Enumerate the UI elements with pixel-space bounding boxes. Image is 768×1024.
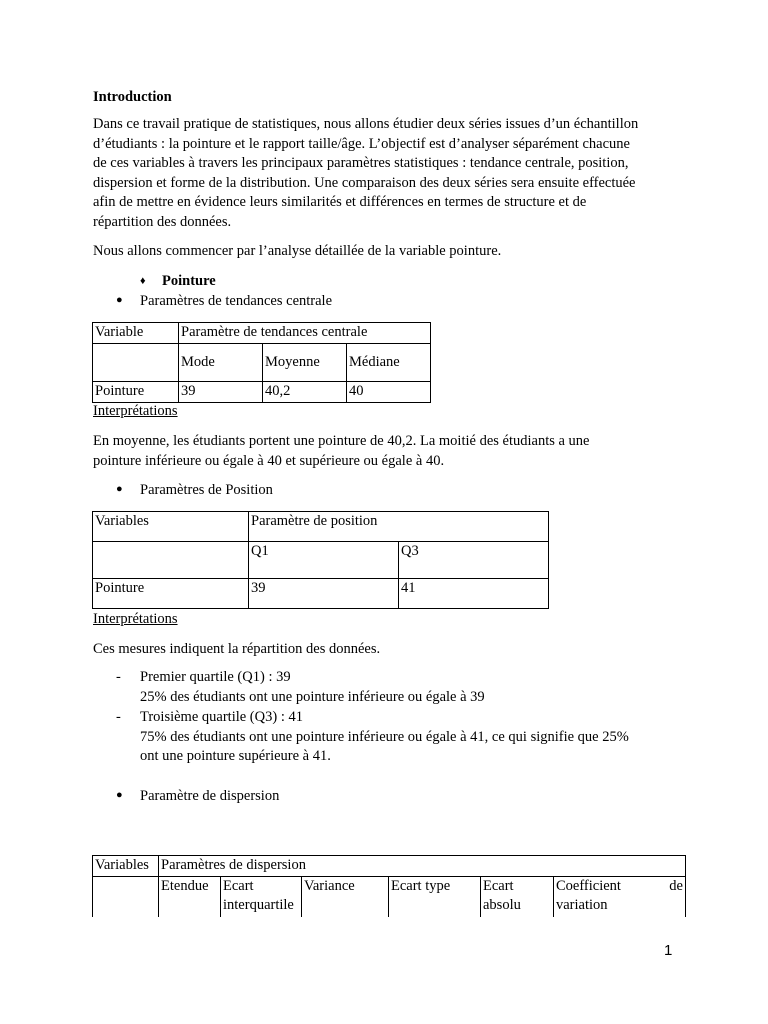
- page-number: 1: [664, 942, 673, 959]
- list-item: [140, 708, 674, 767]
- list-item-text: 75% des étudiants ont une pointure inférieure ou égale à 41, ce qui signifie que 25%: [140, 728, 629, 745]
- position-interpretations-label: Interprétations: [93, 611, 178, 627]
- dispersion-table-clip: [92, 855, 686, 917]
- intro-line: dispersion et forme de la distribution. Une comparaison des deux séries sera ensuite effectuée: [93, 174, 636, 191]
- tendance-table: [92, 322, 431, 403]
- tendance-interpretation: [93, 432, 673, 471]
- table-subheader-cell: Moyenne: [263, 344, 347, 382]
- table-header-cell: Variables: [93, 512, 249, 542]
- table-subheader-cell: Coefficient de variation: [554, 877, 686, 918]
- table-header-cell: Variable: [93, 323, 179, 344]
- table-subheader-cell: Q1: [249, 542, 399, 579]
- list-item-title: Troisième quartile (Q3) : 41: [140, 709, 303, 725]
- table-group-header: Paramètres de dispersion: [159, 856, 686, 877]
- tendance-bullet-label: Paramètres de tendances centrale: [140, 293, 333, 309]
- table-subheader-cell: Mode: [179, 344, 263, 382]
- position-intro: Ces mesures indiquent la répartition des données.: [93, 641, 381, 657]
- intro-paragraph: [93, 115, 673, 233]
- interp-line: En moyenne, les étudiants portent une pointure de 40,2. La moitié des étudiants a une: [93, 433, 590, 449]
- table-cell: 40: [347, 382, 431, 403]
- table-cell: [93, 542, 249, 579]
- intro-line: afin de mettre en évidence leurs similarités et différences en termes de structure et de: [93, 194, 587, 211]
- table-row-label: Pointure: [93, 579, 249, 609]
- bullet-icon: ●: [116, 294, 123, 306]
- section-title: Pointure: [162, 273, 216, 289]
- intro-line: d’étudiants : la pointure et le rapport taille/âge. L’objectif est d’analyser séparément chacune: [93, 135, 630, 152]
- interp-line: pointure inférieure ou égale à 40 et supérieure ou égale à 40.: [93, 452, 445, 469]
- table-subheader-cell: Ecart interquartile: [221, 877, 302, 918]
- table-cell: 39: [249, 579, 399, 609]
- diamond-bullet-icon: ♦: [140, 275, 146, 287]
- table-cell: 40,2: [263, 382, 347, 403]
- table-subheader-cell: Ecart type: [389, 877, 481, 918]
- table-group-header: Paramètre de position: [249, 512, 549, 542]
- table-row-label: Pointure: [93, 382, 179, 403]
- intro-line: de ces variables à travers les principaux paramètres statistiques : tendance centrale, position,: [93, 155, 629, 172]
- table-cell: 41: [399, 579, 549, 609]
- position-table: [92, 511, 549, 609]
- table-cell: [93, 344, 179, 382]
- table-header-cell: Variables: [93, 856, 159, 877]
- intro-line: Dans ce travail pratique de statistiques, nous allons étudier deux séries issues d’un échantillon: [93, 116, 639, 132]
- table-group-header: Paramètre de tendances centrale: [179, 323, 431, 344]
- tendance-interpretations-label: Interprétations: [93, 403, 178, 419]
- dash-bullet: -: [116, 669, 121, 685]
- dispersion-table: [92, 855, 686, 917]
- list-item-text: ont une pointure supérieure à 41.: [140, 748, 331, 765]
- position-bullet-label: Paramètres de Position: [140, 482, 273, 498]
- table-subheader-cell: Etendue: [159, 877, 221, 918]
- dispersion-bullet-label: Paramètre de dispersion: [140, 788, 280, 804]
- dash-bullet: -: [116, 709, 121, 725]
- intro-heading: Introduction: [93, 89, 172, 105]
- bullet-icon: ●: [116, 789, 123, 801]
- list-item-text: 25% des étudiants ont une pointure inférieure ou égale à 39: [140, 688, 485, 705]
- table-subheader-cell: Variance: [302, 877, 389, 918]
- table-subheader-cell: Médiane: [347, 344, 431, 382]
- table-subheader-cell: Ecart absolu: [481, 877, 554, 918]
- table-subheader-cell: Q3: [399, 542, 549, 579]
- intro-paragraph-2: Nous allons commencer par l’analyse détaillée de la variable pointure.: [93, 243, 502, 259]
- bullet-icon: ●: [116, 483, 123, 495]
- table-cell: [93, 877, 159, 918]
- list-item: [140, 668, 674, 707]
- intro-line: répartition des données.: [93, 213, 232, 230]
- table-cell: 39: [179, 382, 263, 403]
- list-item-title: Premier quartile (Q1) : 39: [140, 669, 291, 685]
